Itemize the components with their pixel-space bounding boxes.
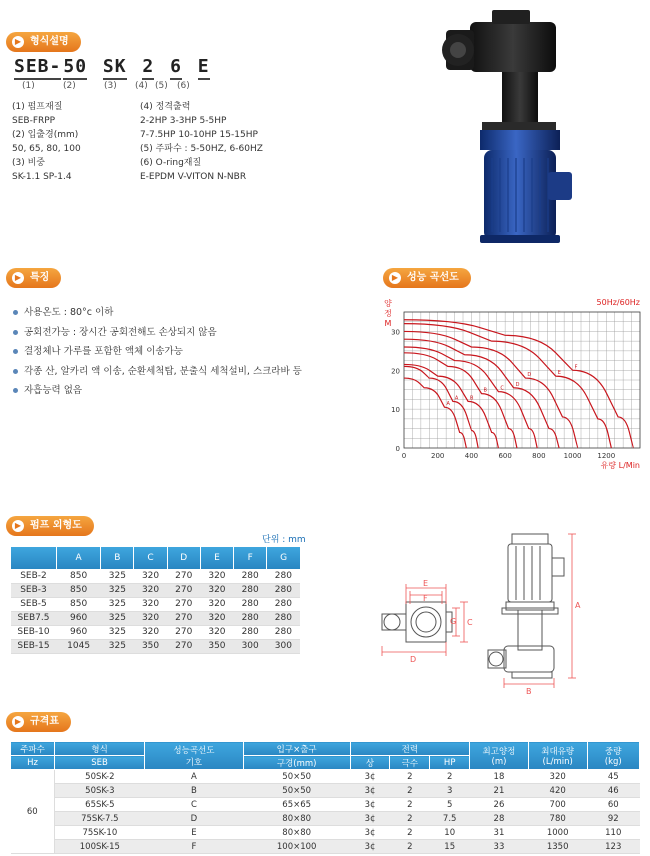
table-row: [11, 639, 301, 653]
table-cell: 325: [101, 625, 134, 639]
table-cell: D: [145, 812, 244, 826]
table-cell: 80×80: [243, 812, 350, 826]
table-cell: 1000: [528, 826, 587, 840]
pump-product-image: [440, 10, 580, 245]
table-cell: B: [145, 784, 244, 798]
model-legend-right: (4) 정격출력 2-2HP 3-3HP 5-5HP 7-7.5HP 10-10HP 15-15HP (5) 주파수 : 5-50HZ, 6-60HZ (6) O-ring재질 E-EPDM V-VITON N-NBR: [140, 102, 263, 182]
table-cell: A: [145, 770, 244, 784]
table-header: HP: [430, 756, 470, 770]
table-cell: 3¢: [350, 770, 390, 784]
table-cell: 7.5: [430, 812, 470, 826]
table-header: B: [101, 547, 134, 569]
model-legend-left: (1) 펌프재질 SEB-FRPP (2) 입출경(mm) 50, 65, 80, 100 (3) 비중 SK-1.1 SP-1.4: [12, 102, 81, 182]
table-cell: 65SK-5: [55, 798, 145, 812]
table-header: 주파수: [11, 742, 55, 756]
table-cell: 26: [470, 798, 529, 812]
table-cell: 280: [267, 625, 300, 639]
table-cell: 325: [101, 597, 134, 611]
y-tick-label: 30: [391, 328, 400, 337]
series-line: [404, 378, 466, 448]
table-cell: SEB-15: [11, 639, 57, 653]
table-cell: 100×100: [243, 840, 350, 854]
list-item: 각종 산, 알카리 액 이송, 순환세척탑, 분출식 세척설비, 스크라바 등: [12, 362, 302, 382]
table-cell: 280: [234, 583, 267, 597]
table-cell: 31: [470, 826, 529, 840]
dimension-label-g: G: [450, 617, 457, 626]
table-cell: E: [145, 826, 244, 840]
y-tick-label: 10: [391, 406, 400, 415]
table-header: 전력: [350, 742, 469, 756]
table-cell: 325: [101, 583, 134, 597]
table-cell: 420: [528, 784, 587, 798]
table-cell: 960: [57, 625, 101, 639]
x-tick-label: 800: [532, 452, 546, 460]
table-cell: 1045: [57, 639, 101, 653]
table-header: Hz: [11, 756, 55, 770]
table-cell: 700: [528, 798, 587, 812]
table-cell: 325: [101, 569, 134, 583]
pump-outline-drawing: [372, 528, 592, 698]
table-cell: 270: [167, 597, 200, 611]
section-model-title: ▶ 형식설명: [6, 32, 81, 52]
table-header: A: [57, 547, 101, 569]
table-cell: 320: [528, 770, 587, 784]
y-tick-label: 0: [395, 445, 400, 453]
table-cell: F: [145, 840, 244, 854]
series-label: D: [515, 381, 520, 388]
table-header: 상: [350, 756, 390, 770]
table-cell: 28: [470, 812, 529, 826]
table-cell: 2: [390, 798, 430, 812]
table-cell: 320: [200, 611, 233, 625]
dimension-label-c: C: [467, 618, 473, 627]
table-cell: SEB-2: [11, 569, 57, 583]
table-cell: 280: [267, 611, 300, 625]
table-cell: 45: [587, 770, 639, 784]
table-cell: 3¢: [350, 812, 390, 826]
table-row: [11, 826, 640, 840]
table-cell: C: [145, 798, 244, 812]
dimension-label-a: A: [575, 601, 581, 610]
table-cell: 320: [200, 597, 233, 611]
table-header: 입구×출구: [243, 742, 350, 756]
list-item: 공회전가능 : 장시간 공회전해도 손상되지 않음: [12, 323, 302, 343]
table-header: [145, 742, 244, 770]
table-cell: 10: [430, 826, 470, 840]
table-cell: 280: [234, 611, 267, 625]
table-cell: 2: [390, 784, 430, 798]
spec-table: [10, 741, 640, 854]
table-cell: 270: [167, 583, 200, 597]
section-features-title: ▶ 특징: [6, 268, 61, 288]
table-cell: 320: [134, 611, 167, 625]
x-tick-label: 1200: [597, 452, 616, 460]
table-header: [470, 742, 529, 770]
table-header-row: [11, 742, 640, 756]
table-cell: 270: [167, 639, 200, 653]
table-cell: 33: [470, 840, 529, 854]
list-item: 결정체나 가루를 포함한 액체 이송가능: [12, 342, 302, 362]
table-cell: SEB7.5: [11, 611, 57, 625]
table-header: 구경(mm): [243, 756, 350, 770]
table-cell: 320: [134, 597, 167, 611]
table-header: [11, 547, 57, 569]
table-cell: 850: [57, 583, 101, 597]
table-cell: 2: [390, 770, 430, 784]
table-cell: 350: [134, 639, 167, 653]
table-cell: 123: [587, 840, 639, 854]
table-cell: 960: [57, 611, 101, 625]
table-header: SEB: [55, 756, 145, 770]
table-row: [11, 583, 301, 597]
table-cell: 325: [101, 639, 134, 653]
table-cell: 100SK-15: [55, 840, 145, 854]
table-cell: 320: [200, 583, 233, 597]
model-code: SEB- 50 SK 2 6 E: [14, 56, 212, 80]
weight-header-line: 중량 (kg): [604, 746, 622, 767]
table-cell: 270: [167, 611, 200, 625]
table-cell: 110: [587, 826, 639, 840]
table-cell: 320: [200, 569, 233, 583]
table-header: [587, 742, 639, 770]
section-curve-title: ▶ 성능 곡선도: [383, 268, 471, 288]
table-cell: 65×65: [243, 798, 350, 812]
table-header: G: [267, 547, 300, 569]
series-line: [404, 366, 478, 448]
x-tick-label: 1000: [563, 452, 582, 460]
series-label: C: [500, 385, 504, 392]
x-tick-label: 600: [498, 452, 512, 460]
table-cell: SEB-5: [11, 597, 57, 611]
table-cell: 50SK-3: [55, 784, 145, 798]
performance-curve-chart: [378, 292, 648, 470]
table-cell: 2: [390, 812, 430, 826]
dimension-table: [10, 547, 300, 654]
table-row: [11, 770, 640, 784]
dimension-label-f: F: [423, 594, 428, 603]
section-outline-title: ▶ 펌프 외형도: [6, 516, 94, 536]
table-cell: 2: [390, 826, 430, 840]
legend-label: 50Hz/60Hz: [596, 298, 640, 307]
table-cell: SEB-3: [11, 583, 57, 597]
table-cell: 280: [234, 625, 267, 639]
table-cell: 780: [528, 812, 587, 826]
section-spec-title: ▶ 규격표: [6, 712, 71, 732]
table-cell: 280: [267, 583, 300, 597]
curve-header-line: 성능곡선도 기호: [173, 745, 215, 768]
table-cell: 46: [587, 784, 639, 798]
x-tick-label: 400: [464, 452, 479, 460]
dimension-label-b: B: [526, 687, 532, 696]
table-row: [11, 798, 640, 812]
table-cell: 280: [267, 569, 300, 583]
table-cell: 320: [134, 625, 167, 639]
table-cell: 92: [587, 812, 639, 826]
table-cell: 850: [57, 597, 101, 611]
table-cell: 3¢: [350, 826, 390, 840]
table-cell: 320: [200, 625, 233, 639]
x-tick-label: 0: [401, 452, 407, 460]
table-cell: 75SK-10: [55, 826, 145, 840]
table-cell: 21: [470, 784, 529, 798]
table-cell: 80×80: [243, 826, 350, 840]
table-cell: 300: [234, 639, 267, 653]
table-cell: 50×50: [243, 784, 350, 798]
unit-label: 단위 : mm: [262, 535, 306, 545]
table-cell: 1350: [528, 840, 587, 854]
table-cell: 270: [167, 569, 200, 583]
table-cell: 320: [134, 583, 167, 597]
table-header-row: [11, 547, 301, 569]
y-axis-label: 정: [384, 309, 392, 318]
table-cell: 2: [390, 840, 430, 854]
table-header: 형식: [55, 742, 145, 756]
table-cell: 320: [134, 569, 167, 583]
table-row: [11, 625, 301, 639]
series-label: A: [446, 401, 450, 408]
table-cell: 280: [234, 597, 267, 611]
table-header: E: [200, 547, 233, 569]
table-row: [11, 784, 640, 798]
y-tick-label: 20: [391, 367, 400, 376]
head-header-line: 최고양정 (m): [482, 746, 516, 767]
table-cell: 15: [430, 840, 470, 854]
series-line: [404, 364, 498, 448]
table-cell: 75SK-7.5: [55, 812, 145, 826]
table-cell: 280: [267, 597, 300, 611]
series-label: F: [574, 364, 578, 371]
series-label: A: [454, 395, 459, 402]
table-row: [11, 597, 301, 611]
series-label: D: [527, 372, 532, 379]
table-cell: 3¢: [350, 840, 390, 854]
x-axis-label: 유량 L/Min: [600, 461, 640, 470]
list-item: 자흡능력 없음: [12, 381, 302, 401]
list-item: 사용온도 : 80°c 이하: [12, 303, 302, 323]
table-row: [11, 812, 640, 826]
table-cell: 270: [167, 625, 200, 639]
table-header: D: [167, 547, 200, 569]
table-cell: 325: [101, 611, 134, 625]
y-axis-label: 양: [384, 299, 392, 308]
table-cell: 50×50: [243, 770, 350, 784]
table-cell: 3: [430, 784, 470, 798]
y-axis-label: M: [384, 319, 392, 328]
flow-header-line: 최대유량 (L/min): [541, 746, 575, 767]
dimension-label-d: D: [410, 655, 417, 664]
table-cell: 280: [234, 569, 267, 583]
table-header: 극수: [390, 756, 430, 770]
dimension-label-e: E: [423, 579, 429, 588]
feature-list: [12, 303, 302, 401]
frequency-cell: 60: [11, 770, 55, 854]
table-cell: 300: [267, 639, 300, 653]
table-header: [528, 742, 587, 770]
x-tick-label: 200: [431, 452, 445, 460]
table-cell: SEB-10: [11, 625, 57, 639]
table-row: [11, 611, 301, 625]
table-cell: 3¢: [350, 784, 390, 798]
table-header: F: [234, 547, 267, 569]
table-cell: 5: [430, 798, 470, 812]
table-row: [11, 840, 640, 854]
series-label: B: [470, 395, 474, 402]
table-cell: 850: [57, 569, 101, 583]
table-cell: 50SK-2: [55, 770, 145, 784]
table-header: C: [134, 547, 167, 569]
series-label: E: [557, 370, 561, 377]
table-cell: 2: [430, 770, 470, 784]
series-label: B: [483, 387, 487, 394]
table-cell: 60: [587, 798, 639, 812]
table-row: [11, 569, 301, 583]
table-cell: 3¢: [350, 798, 390, 812]
table-cell: 350: [200, 639, 233, 653]
table-cell: 18: [470, 770, 529, 784]
